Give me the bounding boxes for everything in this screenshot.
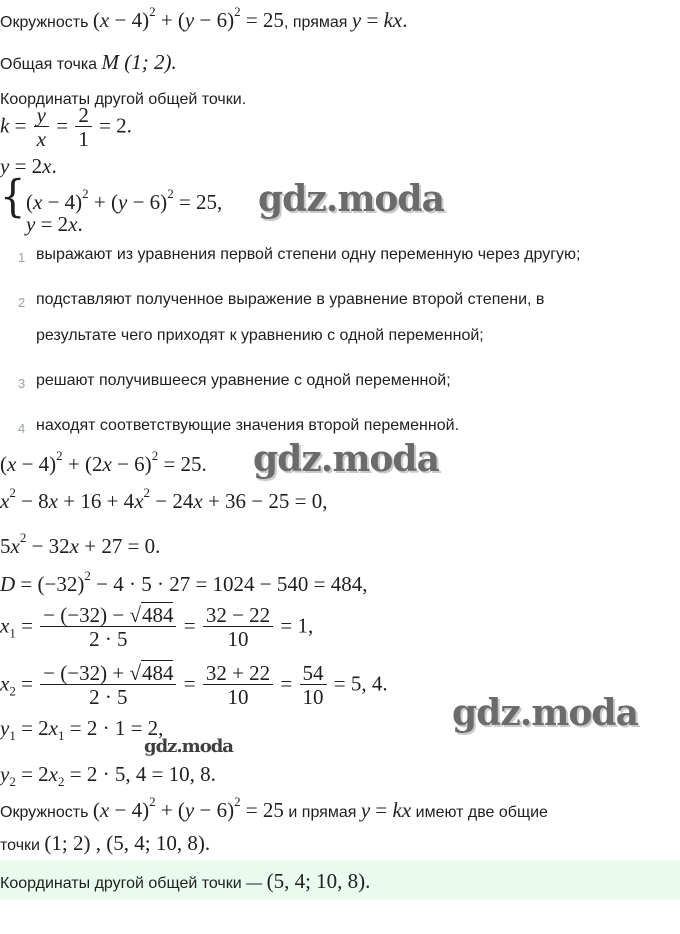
answer-line: Координаты другой общей точки — (5, 4; 10, 8). xyxy=(0,869,371,893)
step-item: подставляют полученное выражение в уравнение второй степени, в xyxy=(36,291,545,308)
watermark: gdz.moda xyxy=(253,438,439,480)
label-common-point: Общая точка xyxy=(0,56,98,73)
step-item: решают получившееся уравнение с одной переменной; xyxy=(36,372,451,389)
statement-line: Окружность $(x - 4)^2 + (y - 6)^2 = 25$, прямая y = kx. xyxy=(0,4,408,32)
point-m: M (1; 2). xyxy=(101,50,177,74)
formula-k: k = $\frac{y}{x}$ = $\frac{2}{1}$ = 2. xyxy=(0,103,132,151)
common-point-line xyxy=(0,50,177,75)
step-item: выражают из уравнения первой степени одну переменную через другую; xyxy=(36,246,581,263)
label-circle: Окружность xyxy=(0,14,89,31)
watermark: gdz.moda xyxy=(258,178,444,220)
formula-x2: $x_2$ = $\frac{- (-32) + √484}{2 \cdot 5}$ = $\frac{32 + 22}{10}$ = $\frac{54}{10}$ = 5, 4. xyxy=(0,661,388,709)
step-item: результате чего приходят к уравнению с одной переменной; xyxy=(36,327,484,344)
formula-y2: $y_2 = 2x_2 = 2 \cdot 5$, 4 = 10, 8. xyxy=(0,762,216,789)
formula-quadratic: $5x^2 - 32x + 27 = 0$. xyxy=(0,530,161,558)
conclusion-line: Окружность $(x - 4)^2 + (y - 6)^2 = 25$ и прямая y = kx имеют две общие xyxy=(0,794,548,822)
label-line: прямая xyxy=(292,14,348,31)
watermark: gdz.moda xyxy=(144,736,233,757)
formula-y: y = 2x. xyxy=(0,154,57,178)
formula-x1: $x_1$ = $\frac{- (-32) - √484}{2 \cdot 5}$ = $\frac{32 - 22}{10}$ = 1, xyxy=(0,603,314,651)
formula-substitution: $(x - 4)^2 + (2x - 6)^2 = 25$. xyxy=(0,448,207,476)
formula-discriminant: $D = (-32)^2 - 4 \cdot 5 \cdot 27 = 1024 - 540 = 484$, xyxy=(0,568,368,596)
formula-y1: $y_1 = 2x_1 = 2 \cdot 1 = 2$, xyxy=(0,716,164,743)
conclusion-points: точки (1; 2) , (5, 4; 10, 8). xyxy=(0,831,211,855)
subheading: Координаты другой общей точки. xyxy=(0,91,247,108)
watermark: gdz.moda xyxy=(452,692,638,734)
formula-expand: $x^2 - 8x + 16 + 4x^2 - 24x + 36 - 25 = 0$, xyxy=(0,485,328,513)
step-item: находят соответствующие значения второй переменной. xyxy=(36,417,460,434)
